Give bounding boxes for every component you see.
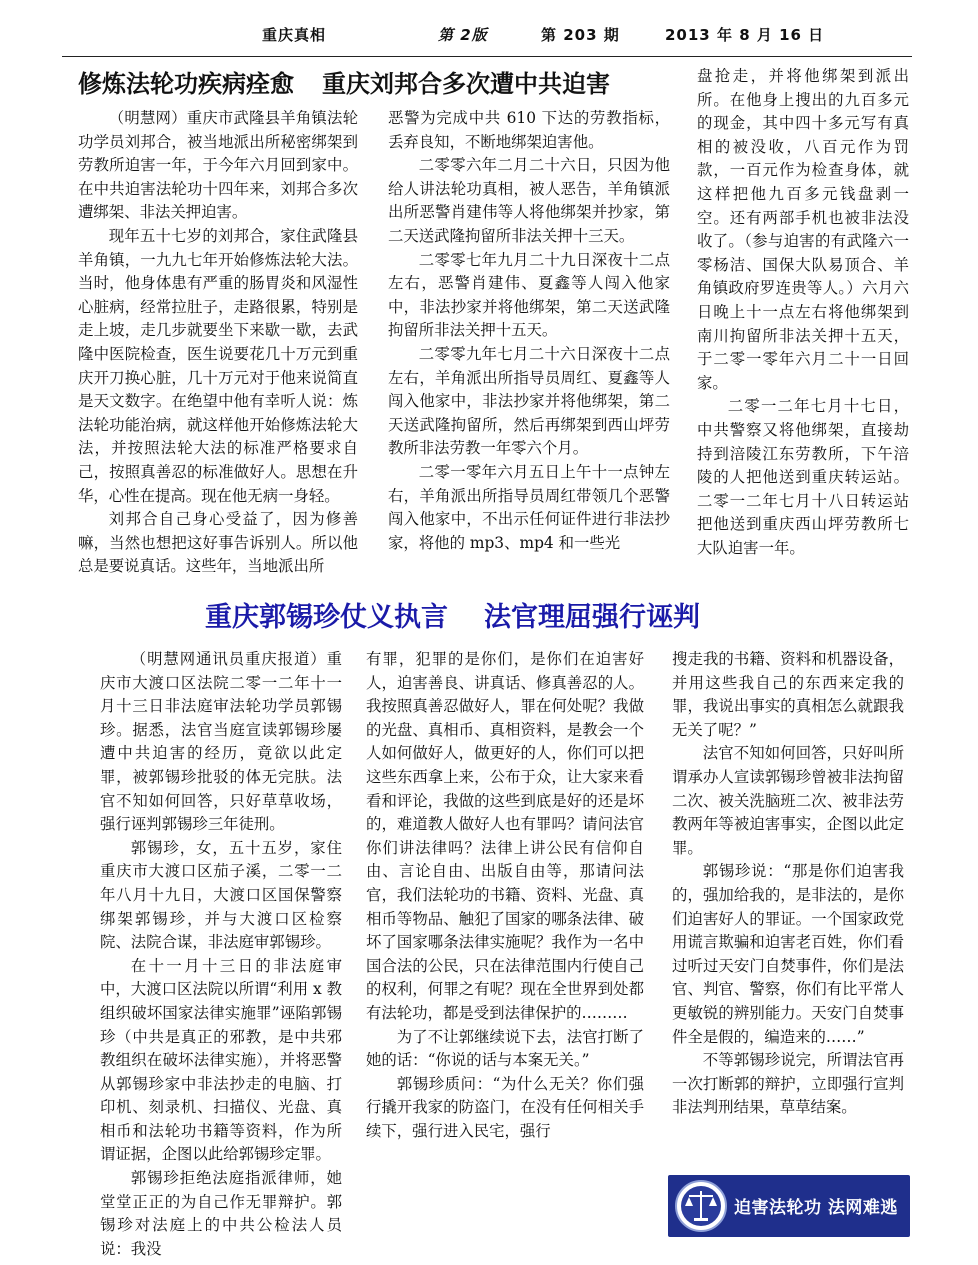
paragraph: 二零零六年二月二十六日，只因为他给人讲法轮功真相，被人恶告，羊角镇派出所恶警肖建伟等人将他绑架并抄家，第二天送武隆拘留所非法关押十三天。	[388, 156, 670, 245]
paragraph: 二零零七年九月二十九日深夜十二点左右，恶警肖建伟、夏鑫等人闯入他家中，非法抄家并将他绑架，第二天送武隆拘留所非法关押十五天。	[388, 250, 670, 340]
page-number: 第 2版	[438, 26, 488, 44]
paragraph: 在十一月十三日的非法庭审中，大渡口区法院以所谓“利用 x 教组织破坏国家法律实施罪”诬陷郭锡珍（中共是真正的邪教，是中共邪教组织在破坏法律实施），并将恶警从郭锡珍家中非法抄走的电脑、打印机、刻录机、扫描仪、光盘、真相币和法轮功书籍等资料，作为所谓证据，企图以此给郭锡珍定罪。	[100, 956, 342, 1164]
paragraph: 郭锡珍说：“那是你们迫害我的，强加给我的，是非法的，是你们迫害好人的罪证。一个国家政党用谎言欺骗和迫害老百姓，你们看过听过天安门自焚事件，你们是法官、判官、警察，你们有比平常人更敏锐的辨别能力。天安门自焚事件全是假的，编造来的……”	[672, 862, 904, 1046]
article1-column-3	[697, 65, 909, 585]
paragraph: （明慧网）重庆市武隆县羊角镇法轮功学员刘邦合，被当地派出所秘密绑架到劳教所迫害一年，于今年六月回到家中。在中共迫害法轮功十四年来，刘邦合多次遭绑架、非法关押迫害。	[78, 109, 358, 222]
paragraph: （明慧网通讯员重庆报道）重庆市大渡口区法院二零一二年十一月十三日非法庭审法轮功学员郭锡珍。据悉，法官当庭宣读郭锡珍屡遭中共迫害的经历，竟欲以此定罪，被郭锡珍批驳的体无完肤。法官不知如何回答，只好草草收场，强行诬判郭锡珍三年徒刑。	[100, 650, 342, 834]
article2-column-2	[366, 648, 644, 1243]
paragraph: 郭锡珍，女，五十五岁，家住重庆市大渡口区茄子溪，二零一二年八月十九日，大渡口区国保警察绑架郭锡珍，并与大渡口区检察院、法院合谋，非法庭审郭锡珍。	[100, 838, 342, 952]
article2-headline	[205, 595, 700, 634]
paragraph: 有罪，犯罪的是你们，是你们在迫害好人，迫害善良、讲真话、修真善忍的人。我按照真善忍做好人，罪在何处呢？我做的光盘、真相币、真相资料，是教会一个人如何做好人，做更好的人，你们可以把这些东西拿上来，公布于众，让大家来看看和评论，我做的这些到底是好的还是坏的，难道教人做好人也有罪吗？请问法官你们讲法律吗？法律上讲公民有信仰自由、言论自由、出版自由等，那请问法官，我们法轮功的书籍、资料、光盘、真相币等物品、触犯了国家的哪条法律、破坏了国家哪条法律实施呢？我作为一名中国合法的公民，只在法律范围内行使自己的权利，何罪之有呢？现在全世界到处都有法轮功，都是受到法律保护的………	[366, 650, 644, 1022]
article2-title-left: 重庆郭锡珍仗义执言	[205, 602, 448, 633]
masthead-rule	[62, 56, 912, 57]
paragraph: 不等郭锡珍说完，所谓法官再一次打断郭的辩护，立即强行宣判非法判刑结果，草草结案。	[672, 1051, 904, 1117]
banner-slogan: 迫害法轮功 法网难逃	[734, 1198, 898, 1218]
article1-headline	[78, 64, 610, 99]
paragraph: 郭锡珍质问：“为什么无关？你们强行撬开我家的防盗门，在没有任何相关手续下，强行进入民宅，强行	[366, 1074, 644, 1140]
paragraph: 刘邦合自己身心受益了，因为修善嘛，当然也想把这好事告诉别人。所以他总是要说真话。这些年，当地派出所	[78, 510, 358, 576]
paragraph: 郭锡珍拒绝法庭指派律师，她堂堂正正的为自己作无罪辩护。郭锡珍对法庭上的中共公检法人员说：我没	[100, 1169, 342, 1258]
issue-date: 2013 年 8 月 16 日	[665, 26, 825, 44]
paragraph: 现年五十七岁的刘邦合，家住武隆县羊角镇，一九九七年开始修炼法轮大法。当时，他身体患有严重的肠胃炎和风湿性心脏病，经常拉肚子，走路很累，特别是走上坡，走几步就要坐下来歇一歇，去武隆中医院检查，医生说要花几十万元到重庆开刀换心脏，几十万元对于他来说简直是天文数字。在绝望中他有幸听人说：炼法轮功能治病，就这样他开始修炼法轮大法，并按照法轮大法的标准严格要求自己，按照真善忍的标准做好人。思想在升华，心性在提高。现在他无病一身轻。	[78, 226, 358, 505]
paragraph: 搜走我的书籍、资料和机器设备，并用这些我自己的东西来定我的罪，我说出事实的真相怎么就跟我无关了呢？”	[672, 650, 904, 739]
article1-title-left: 修炼法轮功疾病痊愈	[78, 70, 294, 98]
paragraph: 二零一零年六月五日上午十一点钟左右，羊角派出所指导员周红带领几个恶警闯入他家中，不出示任何证件进行非法抄家，将他的 mp3、mp4 和一些光	[388, 462, 670, 552]
paper-name: 重庆真相	[262, 26, 327, 44]
article1-title-right: 重庆刘邦合多次遭中共迫害	[322, 70, 610, 98]
paragraph: 法官不知如何回答，只好叫所谓承办人宣读郭锡珍曾被非法拘留二次、被关洗脑班二次、被非法劳教两年等被迫害事实，企图以此定罪。	[672, 744, 904, 857]
justice-emblem-icon	[674, 1179, 728, 1233]
article2-column-1	[100, 648, 342, 1258]
issue-number: 第 203 期	[541, 26, 620, 44]
article2-column-3	[672, 648, 904, 1168]
slogan-banner	[668, 1175, 910, 1237]
paragraph: 为了不让郭继续说下去，法官打断了她的话：“你说的话与本案无关。”	[366, 1027, 644, 1070]
article1-column-1	[78, 107, 358, 582]
paragraph: 二零零九年七月二十六日深夜十二点左右，羊角派出所指导员周红、夏鑫等人闯入他家中，非法抄家并将他绑架，第二天送武隆拘留所，然后再绑架到西山坪劳教所非法劳教一年零六个月。	[388, 344, 670, 458]
masthead	[0, 0, 978, 62]
article2-title-right: 法官理屈强行诬判	[484, 602, 700, 633]
paragraph: 二零一二年七月十七日，中共警察又将他绑架，直接劫持到涪陵江东劳教所，下午涪陵的人把他送到重庆转运站。二零一二年七月十八日转运站把他送到重庆西山坪劳教所七大队迫害一年。	[697, 397, 909, 557]
article1-column-2	[388, 107, 670, 582]
paragraph: 盘抢走，并将他绑架到派出所。在他身上搜出的九百多元的现金，其中四十多元写有真相的被没收，八百元作为罚款，一百元作为检查身体，就这样把他九百多元钱盘剥一空。还有两部手机也被非法没收了。（参与迫害的有武隆六一零杨洁、国保大队易顶合、羊角镇政府罗连贵等人。）六月六日晚上十一点左右将他绑架到南川拘留所非法关押十五天，于二零一零年六月二十一日回家。	[697, 67, 909, 392]
paragraph: 恶警为完成中共 610 下达的劳教指标，丢弃良知，不断地绑架迫害他。	[388, 109, 670, 151]
